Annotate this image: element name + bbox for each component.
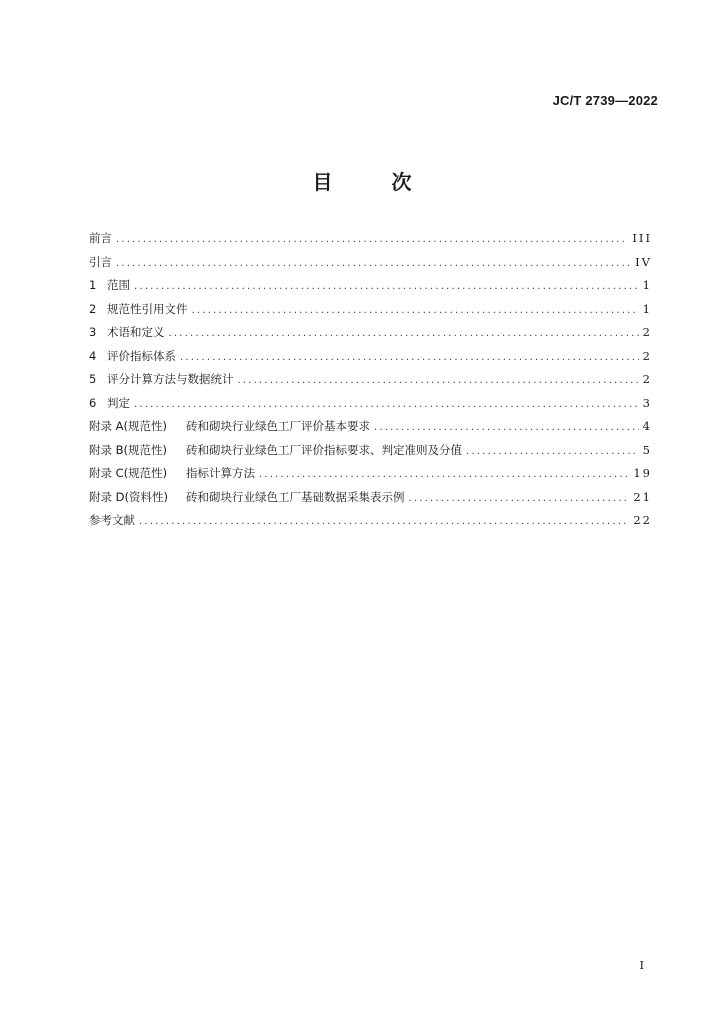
toc-leader-dots bbox=[116, 252, 631, 276]
toc-entry-page: 19 bbox=[633, 466, 652, 480]
toc-entry-label: 引言 bbox=[89, 254, 112, 269]
toc-leader-dots bbox=[238, 369, 639, 393]
toc-leader-dots bbox=[139, 510, 629, 534]
toc-entry-number: 1 bbox=[89, 278, 97, 292]
toc-entry-label: 评分计算方法与数据统计 bbox=[107, 372, 234, 386]
toc-entry[interactable] bbox=[89, 274, 652, 298]
table-of-contents bbox=[89, 227, 652, 533]
toc-leader-dots bbox=[466, 440, 639, 464]
toc-entry[interactable] bbox=[89, 462, 652, 486]
toc-leader-dots bbox=[409, 487, 630, 511]
toc-entry-page: 1 bbox=[642, 278, 652, 292]
toc-entry-label: 参考文献 bbox=[89, 513, 135, 527]
toc-entry-page: 1 bbox=[642, 301, 652, 316]
toc-entry-page: III bbox=[632, 231, 652, 245]
toc-leader-dots bbox=[180, 346, 639, 370]
toc-leader-dots bbox=[192, 299, 639, 323]
toc-entry[interactable] bbox=[89, 227, 652, 251]
toc-entry-annex-prefix: 附录 A(规范性) bbox=[89, 419, 167, 433]
toc-entry-number: 5 bbox=[89, 372, 97, 386]
toc-entry-number: 4 bbox=[89, 348, 97, 363]
toc-entry-page: 4 bbox=[642, 419, 652, 433]
toc-entry[interactable] bbox=[89, 392, 652, 416]
toc-entry-label: 术语和定义 bbox=[107, 325, 165, 339]
toc-entry-label: 判定 bbox=[107, 395, 130, 410]
toc-entry-page: 3 bbox=[642, 395, 652, 410]
toc-entry-label: 规范性引用文件 bbox=[107, 301, 188, 316]
toc-leader-dots bbox=[134, 275, 639, 299]
toc-leader-dots bbox=[134, 393, 639, 417]
toc-entry-page: 22 bbox=[633, 513, 652, 527]
toc-entry-page: IV bbox=[635, 254, 652, 269]
toc-leader-dots bbox=[116, 228, 628, 252]
toc-entry[interactable] bbox=[89, 368, 652, 392]
toc-entry-number: 2 bbox=[89, 301, 97, 316]
standard-code: JC/T 2739—2022 bbox=[552, 93, 658, 108]
page-title: 目 次 bbox=[312, 170, 438, 194]
toc-entry[interactable] bbox=[89, 321, 652, 345]
toc-entry-label: 范围 bbox=[107, 278, 130, 292]
toc-entry-label: 砖和砌块行业绿色工厂基础数据采集表示例 bbox=[186, 489, 405, 504]
toc-entry-label: 砖和砌块行业绿色工厂评价指标要求、判定准则及分值 bbox=[186, 442, 462, 457]
toc-entry-label: 砖和砌块行业绿色工厂评价基本要求 bbox=[186, 419, 370, 433]
toc-entry-annex-prefix: 附录 C(规范性) bbox=[89, 466, 168, 480]
toc-entry-page: 2 bbox=[642, 372, 652, 386]
toc-entry[interactable] bbox=[89, 509, 652, 533]
toc-entry-label: 指标计算方法 bbox=[186, 466, 255, 480]
toc-entry-number: 3 bbox=[89, 325, 97, 339]
page-number: I bbox=[639, 959, 644, 972]
toc-entry-annex-prefix: 附录 D(资料性) bbox=[89, 489, 168, 504]
toc-leader-dots bbox=[374, 416, 639, 440]
toc-leader-dots bbox=[169, 322, 639, 346]
toc-entry-page: 5 bbox=[642, 442, 652, 457]
toc-entry-annex-prefix: 附录 B(规范性) bbox=[89, 442, 168, 457]
toc-entry-page: 2 bbox=[642, 325, 652, 339]
toc-entry[interactable] bbox=[89, 345, 652, 369]
toc-entry-number: 6 bbox=[89, 395, 97, 410]
toc-entry-page: 21 bbox=[633, 489, 652, 504]
toc-entry[interactable] bbox=[89, 251, 652, 275]
toc-entry[interactable] bbox=[89, 486, 652, 510]
toc-entry-label: 前言 bbox=[89, 231, 112, 245]
toc-entry[interactable] bbox=[89, 439, 652, 463]
toc-entry[interactable] bbox=[89, 415, 652, 439]
toc-entry[interactable] bbox=[89, 298, 652, 322]
toc-entry-label: 评价指标体系 bbox=[107, 348, 176, 363]
toc-leader-dots bbox=[259, 463, 629, 487]
toc-entry-page: 2 bbox=[642, 348, 652, 363]
